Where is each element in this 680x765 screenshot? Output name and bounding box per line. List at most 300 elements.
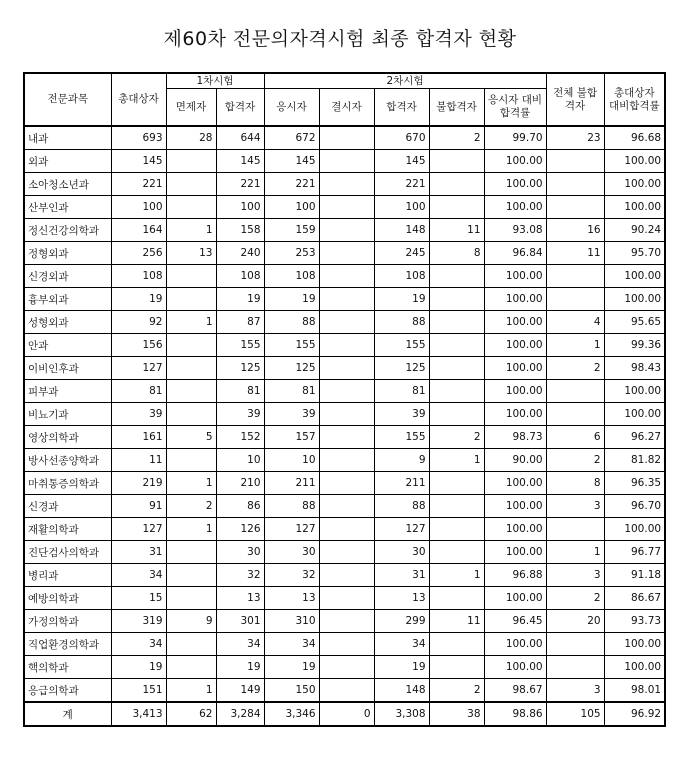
- cell-total-candidates: 34: [111, 633, 166, 656]
- table-row: [24, 656, 665, 679]
- cell-second-fail: 2: [429, 679, 484, 703]
- cell-takers: 221: [264, 173, 319, 196]
- total-fail: 105: [546, 702, 604, 726]
- cell-exempt: [166, 334, 216, 357]
- cell-exempt: 1: [166, 679, 216, 703]
- cell-total-candidates: 161: [111, 426, 166, 449]
- cell-absent: [319, 541, 374, 564]
- cell-rate-vs-takers: 100.00: [484, 472, 546, 495]
- cell-second-fail: 2: [429, 126, 484, 150]
- cell-total-fail: [546, 196, 604, 219]
- cell-total-fail: 3: [546, 495, 604, 518]
- cell-first-pass: 34: [216, 633, 264, 656]
- cell-takers: 34: [264, 633, 319, 656]
- cell-absent: [319, 564, 374, 587]
- table-row: [24, 173, 665, 196]
- cell-total-candidates: 100: [111, 196, 166, 219]
- header-first-exam: 1차시험: [166, 73, 264, 89]
- cell-second-pass: 145: [374, 150, 429, 173]
- total-first-pass: 3,284: [216, 702, 264, 726]
- cell-specialty: 안과: [24, 334, 111, 357]
- cell-rate-vs-takers: 96.45: [484, 610, 546, 633]
- total-rate-vs-takers: 98.86: [484, 702, 546, 726]
- cell-absent: [319, 518, 374, 541]
- cell-second-fail: [429, 495, 484, 518]
- cell-total-candidates: 219: [111, 472, 166, 495]
- cell-second-fail: 1: [429, 564, 484, 587]
- cell-second-pass: 148: [374, 679, 429, 703]
- cell-exempt: 1: [166, 472, 216, 495]
- cell-second-fail: 1: [429, 449, 484, 472]
- cell-exempt: [166, 357, 216, 380]
- cell-absent: [319, 472, 374, 495]
- cell-rate-vs-total: 100.00: [604, 518, 665, 541]
- header-second-pass: 합격자: [374, 89, 429, 127]
- page-title: 제60차 전문의자격시험 최종 합격자 현황: [163, 28, 517, 50]
- cell-second-fail: [429, 472, 484, 495]
- cell-specialty: 병리과: [24, 564, 111, 587]
- cell-second-pass: 211: [374, 472, 429, 495]
- cell-rate-vs-total: 96.77: [604, 541, 665, 564]
- cell-specialty: 핵의학과: [24, 656, 111, 679]
- cell-first-pass: 19: [216, 656, 264, 679]
- cell-first-pass: 39: [216, 403, 264, 426]
- cell-rate-vs-takers: 96.84: [484, 242, 546, 265]
- cell-exempt: [166, 196, 216, 219]
- cell-specialty: 흉부외과: [24, 288, 111, 311]
- cell-second-pass: 245: [374, 242, 429, 265]
- cell-total-candidates: 81: [111, 380, 166, 403]
- table-row: [24, 449, 665, 472]
- cell-takers: 155: [264, 334, 319, 357]
- cell-second-fail: [429, 380, 484, 403]
- cell-total-fail: 23: [546, 126, 604, 150]
- cell-specialty: 진단검사의학과: [24, 541, 111, 564]
- cell-exempt: [166, 173, 216, 196]
- cell-second-pass: 155: [374, 426, 429, 449]
- cell-exempt: [166, 633, 216, 656]
- cell-exempt: 13: [166, 242, 216, 265]
- cell-second-fail: 2: [429, 426, 484, 449]
- cell-second-pass: 31: [374, 564, 429, 587]
- cell-takers: 253: [264, 242, 319, 265]
- header-first-pass: 합격자: [216, 89, 264, 127]
- table-body: [24, 126, 665, 702]
- cell-first-pass: 13: [216, 587, 264, 610]
- cell-total-fail: 1: [546, 334, 604, 357]
- cell-takers: 145: [264, 150, 319, 173]
- cell-total-fail: 11: [546, 242, 604, 265]
- cell-absent: [319, 403, 374, 426]
- cell-exempt: [166, 403, 216, 426]
- cell-second-pass: 108: [374, 265, 429, 288]
- cell-exempt: [166, 541, 216, 564]
- cell-second-pass: 39: [374, 403, 429, 426]
- cell-first-pass: 240: [216, 242, 264, 265]
- cell-total-candidates: 164: [111, 219, 166, 242]
- cell-rate-vs-takers: 99.70: [484, 126, 546, 150]
- cell-second-pass: 221: [374, 173, 429, 196]
- cell-takers: 30: [264, 541, 319, 564]
- table-row: [24, 426, 665, 449]
- cell-takers: 19: [264, 288, 319, 311]
- cell-second-pass: 88: [374, 495, 429, 518]
- table-row: [24, 541, 665, 564]
- cell-total-fail: [546, 656, 604, 679]
- cell-first-pass: 32: [216, 564, 264, 587]
- cell-rate-vs-takers: 100.00: [484, 403, 546, 426]
- table-row: [24, 380, 665, 403]
- header-second-exam: 2차시험: [264, 73, 546, 89]
- cell-total-candidates: 127: [111, 357, 166, 380]
- cell-first-pass: 30: [216, 541, 264, 564]
- cell-first-pass: 155: [216, 334, 264, 357]
- cell-exempt: 9: [166, 610, 216, 633]
- cell-rate-vs-takers: 100.00: [484, 334, 546, 357]
- cell-first-pass: 81: [216, 380, 264, 403]
- cell-specialty: 영상의학과: [24, 426, 111, 449]
- cell-total-candidates: 221: [111, 173, 166, 196]
- cell-absent: [319, 242, 374, 265]
- cell-rate-vs-takers: 100.00: [484, 288, 546, 311]
- cell-second-fail: [429, 173, 484, 196]
- cell-rate-vs-takers: 100.00: [484, 196, 546, 219]
- table-row: [24, 311, 665, 334]
- cell-second-pass: 81: [374, 380, 429, 403]
- cell-total-candidates: 91: [111, 495, 166, 518]
- cell-exempt: [166, 587, 216, 610]
- header-second-fail: 불합격자: [429, 89, 484, 127]
- cell-exempt: 1: [166, 311, 216, 334]
- cell-rate-vs-takers: 100.00: [484, 656, 546, 679]
- cell-absent: [319, 495, 374, 518]
- cell-specialty: 신경과: [24, 495, 111, 518]
- table-row: [24, 242, 665, 265]
- cell-first-pass: 158: [216, 219, 264, 242]
- cell-exempt: [166, 656, 216, 679]
- cell-absent: [319, 380, 374, 403]
- cell-first-pass: 100: [216, 196, 264, 219]
- cell-rate-vs-total: 100.00: [604, 380, 665, 403]
- cell-second-fail: 11: [429, 610, 484, 633]
- cell-absent: [319, 633, 374, 656]
- cell-takers: 125: [264, 357, 319, 380]
- cell-specialty: 가정의학과: [24, 610, 111, 633]
- table-row: [24, 126, 665, 150]
- cell-rate-vs-takers: 100.00: [484, 357, 546, 380]
- cell-takers: 108: [264, 265, 319, 288]
- cell-second-pass: 19: [374, 288, 429, 311]
- cell-takers: 127: [264, 518, 319, 541]
- cell-total-fail: 4: [546, 311, 604, 334]
- cell-exempt: 5: [166, 426, 216, 449]
- cell-rate-vs-total: 90.24: [604, 219, 665, 242]
- cell-total-fail: 2: [546, 587, 604, 610]
- cell-specialty: 정신건강의학과: [24, 219, 111, 242]
- cell-specialty: 마취통증의학과: [24, 472, 111, 495]
- cell-rate-vs-total: 99.36: [604, 334, 665, 357]
- cell-rate-vs-takers: 100.00: [484, 173, 546, 196]
- header-absent: 결시자: [319, 89, 374, 127]
- cell-rate-vs-total: 95.65: [604, 311, 665, 334]
- cell-total-candidates: 19: [111, 656, 166, 679]
- cell-rate-vs-total: 96.35: [604, 472, 665, 495]
- cell-total-candidates: 34: [111, 564, 166, 587]
- cell-exempt: 1: [166, 518, 216, 541]
- header-rate-vs-takers: 응시자 대비합격률: [484, 89, 546, 127]
- cell-total-fail: 2: [546, 449, 604, 472]
- cell-second-pass: 148: [374, 219, 429, 242]
- cell-absent: [319, 357, 374, 380]
- cell-rate-vs-total: 96.70: [604, 495, 665, 518]
- cell-total-candidates: 693: [111, 126, 166, 150]
- cell-rate-vs-takers: 100.00: [484, 541, 546, 564]
- cell-total-fail: [546, 288, 604, 311]
- cell-absent: [319, 150, 374, 173]
- cell-specialty: 방사선종양학과: [24, 449, 111, 472]
- cell-absent: [319, 265, 374, 288]
- cell-rate-vs-takers: 90.00: [484, 449, 546, 472]
- table-row: [24, 564, 665, 587]
- total-takers: 3,346: [264, 702, 319, 726]
- cell-rate-vs-takers: 100.00: [484, 265, 546, 288]
- cell-specialty: 예방의학과: [24, 587, 111, 610]
- header-total-candidates: 총대상자: [111, 73, 166, 126]
- cell-second-fail: [429, 311, 484, 334]
- cell-specialty: 이비인후과: [24, 357, 111, 380]
- cell-total-fail: [546, 150, 604, 173]
- cell-specialty: 성형외과: [24, 311, 111, 334]
- cell-takers: 100: [264, 196, 319, 219]
- cell-absent: [319, 426, 374, 449]
- table-row: [24, 219, 665, 242]
- cell-specialty: 산부인과: [24, 196, 111, 219]
- cell-absent: [319, 656, 374, 679]
- cell-total-fail: [546, 518, 604, 541]
- cell-specialty: 응급의학과: [24, 679, 111, 703]
- cell-takers: 211: [264, 472, 319, 495]
- cell-takers: 13: [264, 587, 319, 610]
- cell-absent: [319, 311, 374, 334]
- cell-second-fail: [429, 633, 484, 656]
- cell-rate-vs-takers: 100.00: [484, 311, 546, 334]
- cell-second-pass: 100: [374, 196, 429, 219]
- cell-specialty: 직업환경의학과: [24, 633, 111, 656]
- table-row: [24, 518, 665, 541]
- cell-first-pass: 152: [216, 426, 264, 449]
- cell-specialty: 정형외과: [24, 242, 111, 265]
- cell-rate-vs-total: 95.70: [604, 242, 665, 265]
- cell-absent: [319, 610, 374, 633]
- cell-takers: 88: [264, 311, 319, 334]
- cell-specialty: 소아청소년과: [24, 173, 111, 196]
- cell-second-pass: 30: [374, 541, 429, 564]
- cell-first-pass: 126: [216, 518, 264, 541]
- table-row: [24, 587, 665, 610]
- cell-total-candidates: 11: [111, 449, 166, 472]
- cell-takers: 19: [264, 656, 319, 679]
- cell-absent: [319, 587, 374, 610]
- cell-first-pass: 301: [216, 610, 264, 633]
- cell-rate-vs-takers: 100.00: [484, 518, 546, 541]
- cell-takers: 81: [264, 380, 319, 403]
- cell-total-fail: 2: [546, 357, 604, 380]
- cell-second-pass: 299: [374, 610, 429, 633]
- cell-specialty: 비뇨기과: [24, 403, 111, 426]
- header-exempt: 면제자: [166, 89, 216, 127]
- cell-total-candidates: 108: [111, 265, 166, 288]
- cell-total-fail: 3: [546, 564, 604, 587]
- cell-total-candidates: 15: [111, 587, 166, 610]
- cell-takers: 39: [264, 403, 319, 426]
- table-row: [24, 679, 665, 703]
- cell-total-fail: [546, 633, 604, 656]
- cell-exempt: [166, 288, 216, 311]
- cell-second-pass: 34: [374, 633, 429, 656]
- cell-rate-vs-takers: 100.00: [484, 495, 546, 518]
- cell-exempt: [166, 380, 216, 403]
- cell-rate-vs-total: 100.00: [604, 150, 665, 173]
- cell-rate-vs-total: 91.18: [604, 564, 665, 587]
- cell-total-candidates: 156: [111, 334, 166, 357]
- cell-takers: 672: [264, 126, 319, 150]
- cell-rate-vs-takers: 98.67: [484, 679, 546, 703]
- cell-second-fail: [429, 196, 484, 219]
- header-total-fail: 전체 불합격자: [546, 73, 604, 126]
- cell-total-fail: 16: [546, 219, 604, 242]
- cell-total-fail: [546, 173, 604, 196]
- cell-rate-vs-takers: 100.00: [484, 587, 546, 610]
- cell-first-pass: 108: [216, 265, 264, 288]
- cell-second-fail: [429, 150, 484, 173]
- cell-first-pass: 19: [216, 288, 264, 311]
- table-row: [24, 288, 665, 311]
- cell-specialty: 외과: [24, 150, 111, 173]
- cell-rate-vs-total: 100.00: [604, 288, 665, 311]
- cell-second-fail: [429, 357, 484, 380]
- cell-total-fail: [546, 403, 604, 426]
- cell-takers: 159: [264, 219, 319, 242]
- cell-rate-vs-total: 100.00: [604, 196, 665, 219]
- cell-total-fail: 6: [546, 426, 604, 449]
- cell-specialty: 재활의학과: [24, 518, 111, 541]
- cell-exempt: 1: [166, 219, 216, 242]
- cell-second-pass: 19: [374, 656, 429, 679]
- results-table: [23, 72, 666, 727]
- cell-specialty: 신경외과: [24, 265, 111, 288]
- cell-absent: [319, 679, 374, 703]
- cell-absent: [319, 126, 374, 150]
- cell-first-pass: 87: [216, 311, 264, 334]
- table-row: [24, 196, 665, 219]
- cell-absent: [319, 219, 374, 242]
- cell-total-candidates: 319: [111, 610, 166, 633]
- cell-rate-vs-takers: 100.00: [484, 633, 546, 656]
- cell-total-candidates: 151: [111, 679, 166, 703]
- cell-rate-vs-total: 100.00: [604, 173, 665, 196]
- cell-exempt: 28: [166, 126, 216, 150]
- cell-exempt: [166, 265, 216, 288]
- cell-absent: [319, 334, 374, 357]
- cell-rate-vs-total: 100.00: [604, 403, 665, 426]
- cell-second-fail: 11: [429, 219, 484, 242]
- table-row: [24, 265, 665, 288]
- cell-rate-vs-total: 93.73: [604, 610, 665, 633]
- cell-total-candidates: 19: [111, 288, 166, 311]
- cell-total-fail: 8: [546, 472, 604, 495]
- cell-first-pass: 644: [216, 126, 264, 150]
- table-row: [24, 334, 665, 357]
- cell-second-fail: 8: [429, 242, 484, 265]
- cell-second-pass: 155: [374, 334, 429, 357]
- table-row: [24, 403, 665, 426]
- cell-absent: [319, 196, 374, 219]
- cell-total-fail: 20: [546, 610, 604, 633]
- cell-second-pass: 88: [374, 311, 429, 334]
- cell-total-fail: 3: [546, 679, 604, 703]
- cell-second-pass: 670: [374, 126, 429, 150]
- cell-exempt: [166, 150, 216, 173]
- cell-absent: [319, 288, 374, 311]
- total-second-fail: 38: [429, 702, 484, 726]
- total-absent: 0: [319, 702, 374, 726]
- cell-first-pass: 86: [216, 495, 264, 518]
- cell-rate-vs-total: 86.67: [604, 587, 665, 610]
- cell-takers: 150: [264, 679, 319, 703]
- cell-takers: 10: [264, 449, 319, 472]
- cell-second-fail: [429, 288, 484, 311]
- cell-rate-vs-total: 96.27: [604, 426, 665, 449]
- header-specialty: 전문과목: [24, 73, 111, 126]
- cell-takers: 310: [264, 610, 319, 633]
- cell-second-fail: [429, 265, 484, 288]
- cell-first-pass: 221: [216, 173, 264, 196]
- cell-rate-vs-total: 98.01: [604, 679, 665, 703]
- cell-first-pass: 125: [216, 357, 264, 380]
- cell-rate-vs-takers: 100.00: [484, 150, 546, 173]
- table-row: [24, 357, 665, 380]
- cell-first-pass: 149: [216, 679, 264, 703]
- cell-second-fail: [429, 587, 484, 610]
- cell-rate-vs-takers: 96.88: [484, 564, 546, 587]
- cell-rate-vs-total: 98.43: [604, 357, 665, 380]
- cell-specialty: 내과: [24, 126, 111, 150]
- cell-rate-vs-takers: 98.73: [484, 426, 546, 449]
- cell-second-fail: [429, 334, 484, 357]
- cell-specialty: 피부과: [24, 380, 111, 403]
- cell-takers: 32: [264, 564, 319, 587]
- cell-second-pass: 13: [374, 587, 429, 610]
- cell-second-fail: [429, 403, 484, 426]
- cell-first-pass: 210: [216, 472, 264, 495]
- cell-takers: 88: [264, 495, 319, 518]
- cell-absent: [319, 173, 374, 196]
- total-exempt: 62: [166, 702, 216, 726]
- cell-second-pass: 9: [374, 449, 429, 472]
- cell-rate-vs-total: 100.00: [604, 265, 665, 288]
- header-rate-vs-total: 총대상자 대비합격률: [604, 73, 665, 126]
- table-row: [24, 495, 665, 518]
- cell-total-candidates: 145: [111, 150, 166, 173]
- cell-total-candidates: 127: [111, 518, 166, 541]
- total-row: [24, 702, 665, 726]
- table-row: [24, 633, 665, 656]
- total-rate-vs-total: 96.92: [604, 702, 665, 726]
- cell-takers: 157: [264, 426, 319, 449]
- table-row: [24, 472, 665, 495]
- cell-rate-vs-total: 100.00: [604, 633, 665, 656]
- cell-second-pass: 125: [374, 357, 429, 380]
